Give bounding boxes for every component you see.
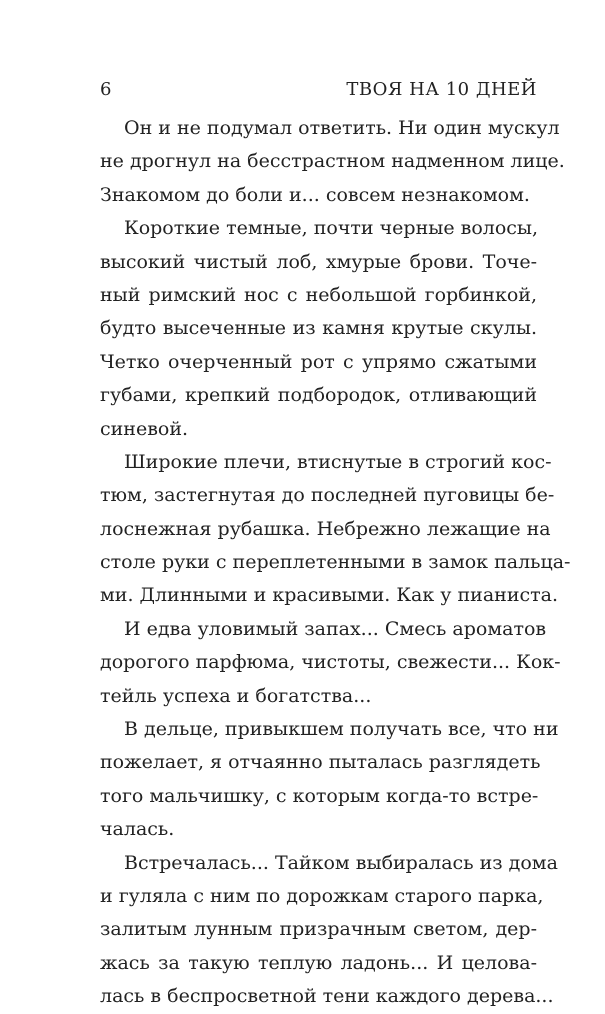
text-line: Он и не подумал ответить. Ни один мускул bbox=[124, 117, 560, 139]
text-line: жась за такую теплую ладонь... И целова- bbox=[100, 951, 537, 974]
text-line: Встречалась... Тайком выбиралась из дома bbox=[124, 851, 558, 874]
text-line: залитым лунным призрачным светом, дер- bbox=[100, 918, 537, 941]
text-line: пожелает, я отчаянно пыталась разглядеть bbox=[100, 751, 541, 774]
text-line: В дельце, привыкшем получать все, что ни bbox=[124, 718, 559, 741]
text-line: ми. Длинными и красивыми. Как у пианиста. bbox=[100, 584, 559, 607]
text-line: Короткие темные, почти черные волосы, bbox=[124, 217, 539, 240]
text-line: высокий чистый лоб, хмурые брови. Точе- bbox=[100, 250, 537, 273]
text-line: И едва уловимый запах... Смесь ароматов bbox=[124, 617, 547, 640]
text-line: лась в беспросветной тени каждого дерева... bbox=[100, 985, 554, 1008]
text-line: будто высеченные из камня крутые скулы. bbox=[100, 317, 537, 340]
text-line: тейль успеха и богатства... bbox=[100, 684, 372, 707]
text-line: столе руки с переплетенными в замок пальца- bbox=[100, 551, 571, 574]
text-line: лоснежная рубашка. Небрежно лежащие на bbox=[100, 517, 551, 540]
page-header bbox=[100, 78, 537, 102]
text-line: Четко очерченный рот с упрямо сжатыми bbox=[100, 350, 537, 373]
text-line: губами, крепкий подбородок, отливающий bbox=[100, 384, 537, 407]
text-line: того мальчишку, с которым когда-то встре- bbox=[100, 784, 539, 807]
body-text bbox=[100, 112, 571, 1014]
text-line: чалась. bbox=[100, 818, 175, 841]
text-line: не дрогнул на бесстрастном надменном лице. bbox=[100, 150, 565, 173]
text-line: тюм, застегнутая до последней пуговицы бе- bbox=[100, 484, 555, 507]
text-line: Широкие плечи, втиснутые в строгий кос- bbox=[124, 450, 552, 473]
text-line: Знакомом до боли и... совсем незнакомом. bbox=[100, 183, 530, 206]
text-line: ный римский нос с небольшой горбинкой, bbox=[100, 283, 537, 306]
text-line: и гуляла с ним по дорожкам старого парка, bbox=[100, 884, 544, 907]
text-line: дорогого парфюма, чистоты, свежести... Кок- bbox=[100, 651, 561, 674]
page-number: 6 bbox=[100, 79, 112, 100]
text-line: синевой. bbox=[100, 417, 189, 440]
running-title: ТВОЯ НА 10 ДНЕЙ bbox=[346, 79, 537, 100]
